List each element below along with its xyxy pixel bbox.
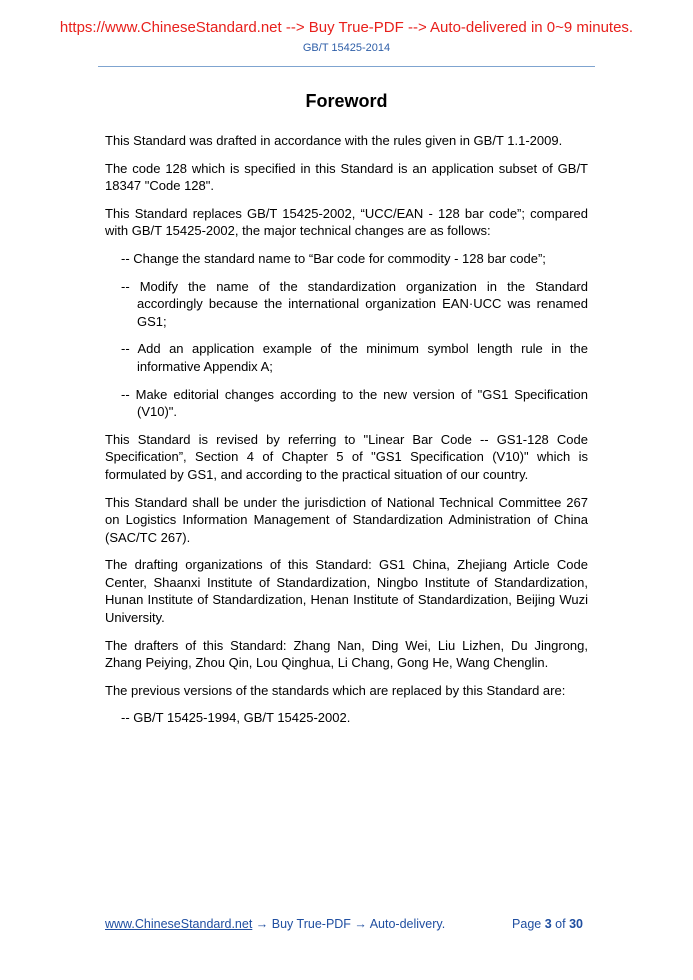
page-footer xyxy=(105,916,583,932)
header-banner: https://www.ChineseStandard.net --> Buy True-PDF --> Auto-delivered in 0~9 minutes. xyxy=(59,19,634,36)
header-divider xyxy=(98,66,595,67)
standard-code: GB/T 15425-2014 xyxy=(302,42,391,54)
list-item-change-name: -- Change the standard name to “Bar code for commodity - 128 bar code”; xyxy=(121,250,546,266)
footer-link[interactable]: www.ChineseStandard.net xyxy=(105,917,253,931)
list-item-add-example: -- Add an application example of the minimum symbol length rule in the informative Appendix A; xyxy=(121,341,588,374)
paragraph-replaces: This Standard replaces GB/T 15425-2002, “UCC/EAN - 128 bar code”; compared with GB/T 15425-2002, the major technical changes are as follows: xyxy=(105,205,588,239)
paragraph-drafters: The drafters of this Standard: Zhang Nan, Ding Wei, Liu Lizhen, Du Jingrong, Zhang Peiying, Zhou Qin, Lou Qinghua, Li Chang, Gong He, Wang Chenglin. xyxy=(105,637,588,671)
list-item-editorial-changes: -- Make editorial changes according to the new version of "GS1 Specification (V10)". xyxy=(121,386,588,420)
total-pages: 30 xyxy=(569,917,583,931)
paragraph-jurisdiction: This Standard shall be under the jurisdiction of National Technical Committee 267 on Logistics Information Management of Standardization Administration of China (SAC/TC 267). xyxy=(105,494,588,545)
of-label: of xyxy=(555,917,566,931)
footer-promo xyxy=(105,916,445,932)
page-indicator xyxy=(512,916,583,932)
document-body xyxy=(105,132,588,737)
paragraph-drafting-rules: This Standard was drafted in accordance with the rules given in GB/T 1.1-2009. xyxy=(105,133,563,148)
paragraph-previous-versions: The previous versions of the standards which are replaced by this Standard are: xyxy=(105,682,566,698)
paragraph-drafting-organizations: The drafting organizations of this Standard: GS1 China, Zhejiang Article Code Center, Shaanxi Institute of Standardization, Ningbo Institute of Standardization, Hunan Institute of Standardization, Henan Institute of Standardization, Beijing Wuzi University. xyxy=(105,557,588,626)
list-item-modify-organization: -- Modify the name of the standardization organization in the Standard accordingly because the international organization EAN·UCC was renamed GS1; xyxy=(121,278,588,329)
footer-tagline: → Buy True-PDF → Auto-delivery. xyxy=(252,917,446,931)
page-number: 3 xyxy=(544,917,552,931)
page-label: Page xyxy=(512,917,542,931)
paragraph-code-128: The code 128 which is specified in this Standard is an application subset of GB/T 18347 "Code 128". xyxy=(105,160,588,194)
page-title: Foreword xyxy=(305,91,388,111)
list-item-previous-versions: -- GB/T 15425-1994, GB/T 15425-2002. xyxy=(121,710,351,726)
paragraph-revised-by: This Standard is revised by referring to "Linear Bar Code -- GS1-128 Code Specification”, Section 4 of Chapter 5 of "GS1 Specification (V10)" which is formulated by GS1, and according to the practical situation of our country. xyxy=(105,431,588,482)
